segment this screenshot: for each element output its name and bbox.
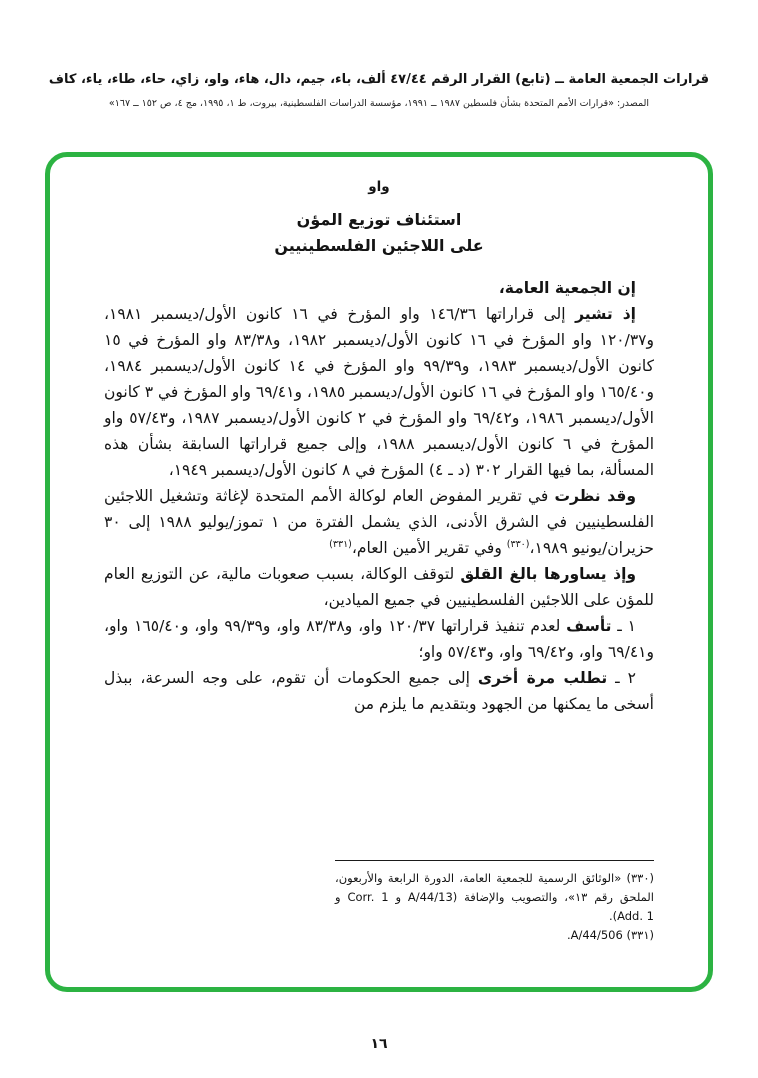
paragraph-lead: وإذ يساورها بالغ القلق xyxy=(460,565,637,583)
footnote-divider xyxy=(335,860,654,861)
paragraph-text: وفي تقرير الأمين العام، xyxy=(351,539,507,557)
footnote xyxy=(335,869,654,926)
paragraph xyxy=(104,613,654,665)
document-title-line1: استئناف توزيع المؤن xyxy=(296,210,462,229)
footnotes-section xyxy=(104,860,654,945)
footnote-marker: (٣٣٠) xyxy=(621,871,654,885)
document-title xyxy=(104,207,654,259)
footnote-marker-ref: (٣٣٠) xyxy=(506,538,530,550)
paragraphs-container xyxy=(104,301,654,717)
paragraph-lead: تطلب مرة أخرى xyxy=(477,669,608,687)
paragraph-text: لتوقف الوكالة، بسبب صعوبات مالية، عن التوزيع العام للمؤن على اللاجئين الفلسطينيين في جميع الميادين، xyxy=(104,565,654,609)
paragraph-text: إلى جميع الحكومات أن تقوم، على وجه السرعة، ببذل أسخى ما يمكنها من الجهود وبتقديم ما يلزم من xyxy=(104,669,654,713)
paragraph xyxy=(104,301,654,483)
opening-line: إن الجمعية العامة، xyxy=(498,279,636,297)
paragraph-text: ١ ـ xyxy=(611,617,636,635)
paragraph xyxy=(104,665,654,717)
paragraph-lead: إذ تشير xyxy=(575,305,636,323)
footnote-marker: (٣٣١) xyxy=(622,928,654,942)
header-title: قرارات الجمعية العامة ــ (تابع) القرار الرقم ٤٧/٤٤ ألف، باء، جيم، دال، هاء، واو، زاي، حاء، طاء، ياء، كاف xyxy=(48,72,710,87)
footnotes-list xyxy=(335,869,654,945)
footnote-marker-ref: (٣٣١) xyxy=(329,538,352,550)
paragraph-text: إلى قراراتها ١٤٦/٣٦ واو المؤرخ في ١٦ كانون الأول/ديسمبر ١٩٨١، و١٢٠/٣٧ واو المؤرخ في ١٦ كانون الأول/ديسمبر ١٩٨٢، و٨٣/٣٨ واو المؤرخ في ١٥ كانون الأول/ديسمبر ١٩٨٣، و٩٩/٣٩ واو المؤرخ في ١٤ كانون الأول/ديسمبر ١٩٨٤، و١٦٥/٤٠ واو المؤرخ في ١٦ كانون الأول/ديسمبر ١٩٨٥، و٦٩/٤١ واو المؤرخ في ٣ كانون الأول/ديسمبر ١٩٨٦، و٦٩/٤٢ واو المؤرخ في ٢ كانون الأول/ديسمبر ١٩٨٧، و٥٧/٤٣ واو المؤرخ في ٦ كانون الأول/ديسمبر ١٩٨٨، وإلى جميع قراراتها السابقة بشأن هذه المسألة، بما فيها القرار ٣٠٢ (د ـ ٤) المؤرخ في ٨ كانون الأول/ديسمبر ١٩٤٩، xyxy=(104,305,655,479)
header-source-line: المصدر: «قرارات الأمم المتحدة بشأن فلسطين ١٩٨٧ ــ ١٩٩١، مؤسسة الدراسات الفلسطينية، بيروت، ط ١، ١٩٩٥، مج ٤، ص ١٥٢ ــ ١٦٧» xyxy=(108,98,650,109)
footnote xyxy=(335,926,654,945)
page-number: ١٦ xyxy=(370,1036,388,1052)
green-frame xyxy=(45,152,713,992)
paragraph-text: ٢ ـ xyxy=(607,669,636,687)
paragraph-lead: وقد نظرت xyxy=(554,487,636,505)
footnote-text: «الوثائق الرسمية للجمعية العامة، الدورة الرابعة والأربعون، الملحق رقم ١٣»، والتصويب والإضافة (A/44/13 و Corr. 1 و Add. 1). xyxy=(335,871,654,923)
paragraph-text: في تقرير المفوض العام لوكالة الأمم المتحدة لإغاثة وتشغيل اللاجئين الفلسطينيين في الشرق الأدنى، الذي يشمل الفترة من ١ تموز/يوليو ١٩٨٨ إلى ٣٠ حزيران/يونيو ١٩٨٩، xyxy=(104,487,654,557)
document-title-line2: على اللاجئين الفلسطينيين xyxy=(274,236,484,255)
paragraph-lead: تأسف xyxy=(566,617,612,635)
paragraph xyxy=(104,561,654,613)
paragraph xyxy=(104,483,654,561)
footnote-text: A/44/506. xyxy=(566,928,623,942)
section-letter: واو xyxy=(368,179,390,195)
paragraph-text: لعدم تنفيذ قراراتها ١٢٠/٣٧ واو، و٨٣/٣٨ واو، و٩٩/٣٩ واو، و١٦٥/٤٠ واو، و٦٩/٤١ واو، و٦٩/٤٢ واو، و٥٧/٤٣ واو؛ xyxy=(104,617,654,661)
